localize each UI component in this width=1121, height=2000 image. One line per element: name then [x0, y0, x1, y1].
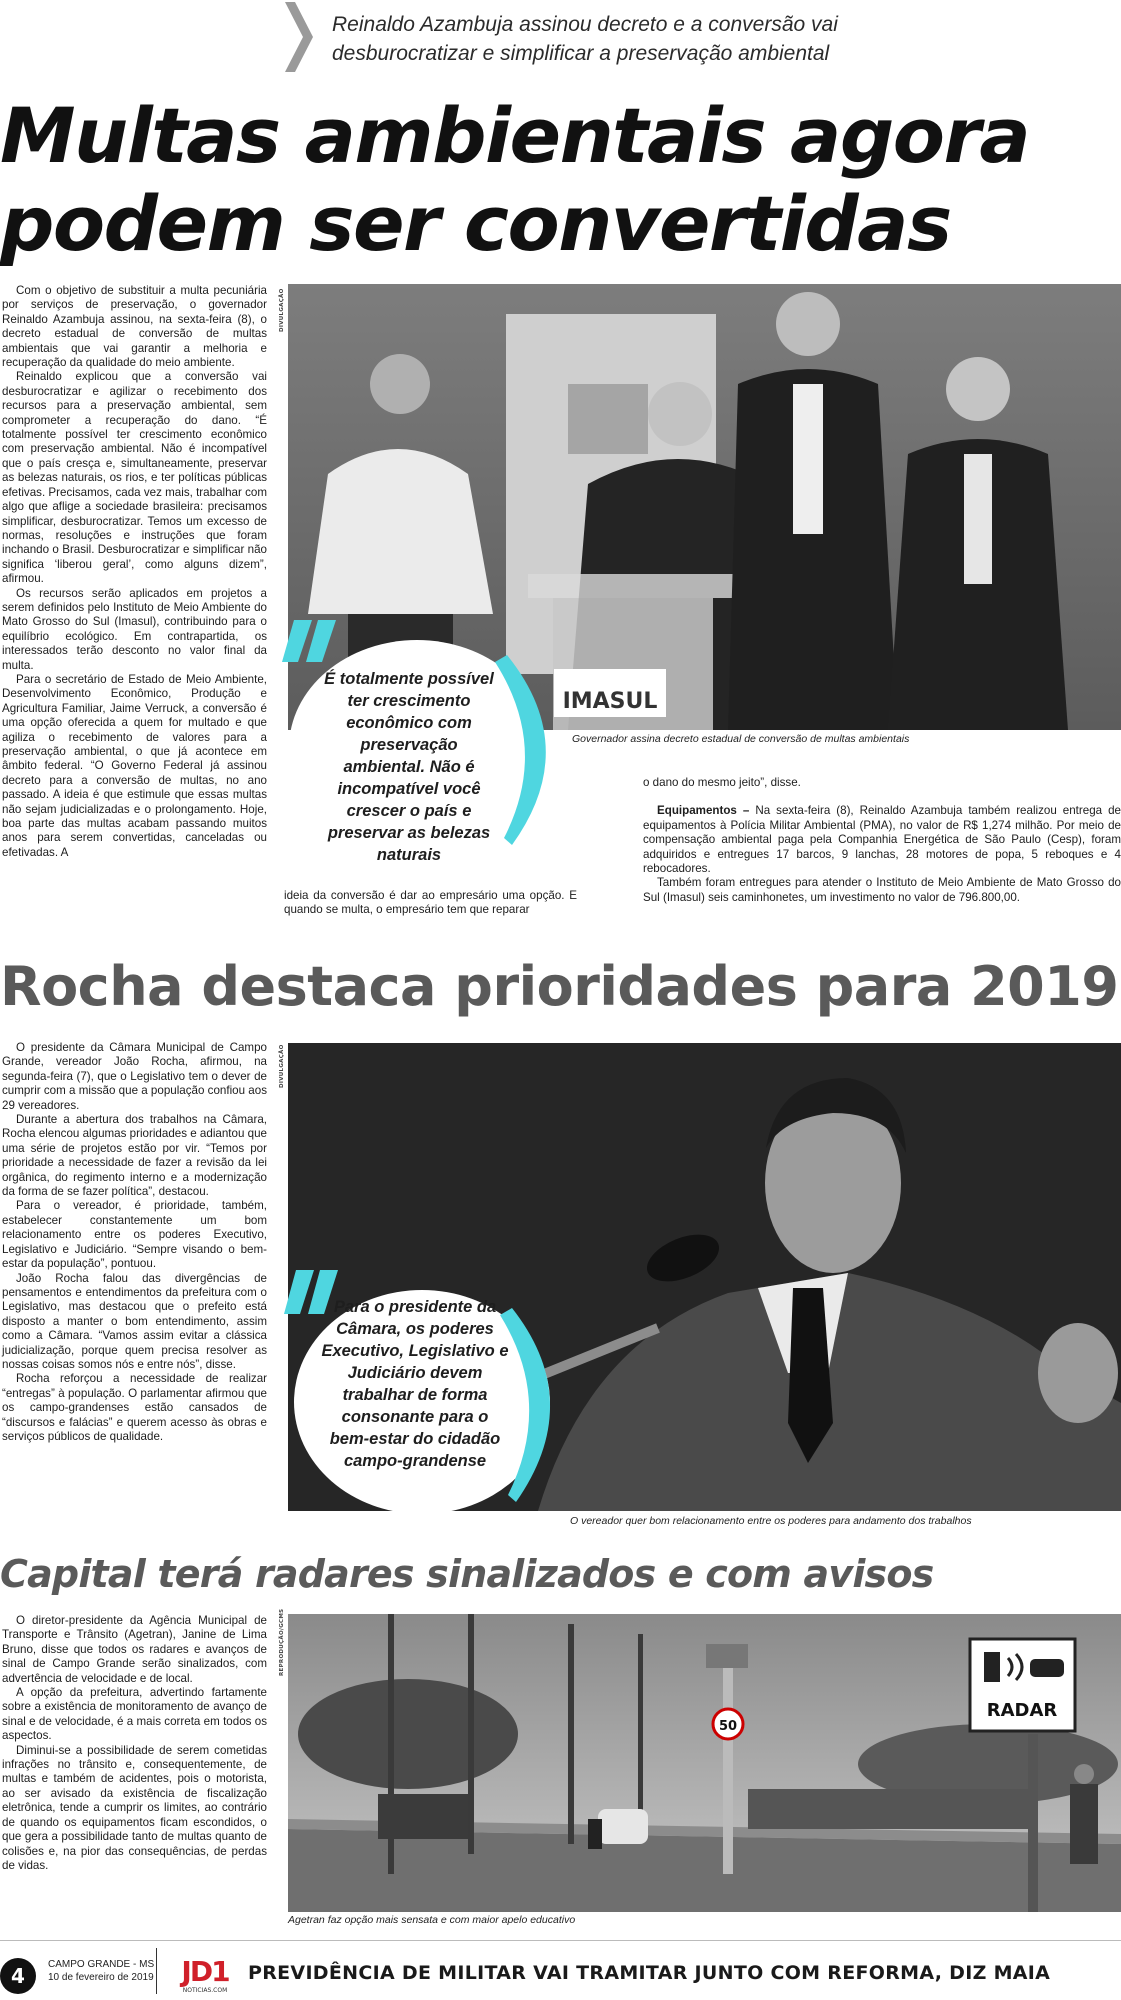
paragraph: Diminui-se a possibilidade de serem cometidas infrações no trânsito e, consequentemente, de multas e também de acidentes, pois o motorista, ao ser avisado da existência de fiscalização eletrônica, tende a cumprir os limites, ao contrário de quando os equipamentos ficam escondidos, o que gera a possibilidade tanto de multas quanto de colisões e, na pior das consequências, de perdas de vidas. [2, 1743, 267, 1872]
photo-credit: DIVULGAÇÃO [279, 288, 285, 332]
dateline-date: 10 de fevereiro de 2019 [48, 1972, 154, 1983]
paragraph: Equipamentos – Na sexta-feira (8), Reinaldo Azambuja também realizou entrega de equipamentos à Polícia Militar Ambiental (PMA), no valor de R$ 1,274 milhão. Por meio de compensação ambiental paga pela Companhia Energética de São Paulo (Cesp), foram adquiridos e entregues 17 barcos, 9 lanchas, 28 motores de popa, 5 reboques e 4 rebocadores. [643, 804, 1121, 876]
article2-caption: O vereador quer bom relacionamento entre os poderes para andamento dos trabalhos [570, 1515, 972, 1527]
paragraph: Reinaldo explicou que a conversão vai desburocratizar e agilizar o recebimento dos recursos para a preservação ambiental, sem comprometer a recuperação do dano. “É totalmente possível ter crescimento econômico com preservação ambiental. Não é incompatível que o país cresça e, simultaneamente, preservar as belezas naturais, os rios, e ter políticas públicas efetivas. Precisamos, cada vez mais, trabalhar com algo que aflige a sociedade brasileira: precisamos simplificar, desburocratizar. Temos um excesso de normas, resoluções e instruções que foram inchando o Brasil. Desburocratizar e simplificar não significa ‘liberou geral’, como alguns dizem”, afirmou. [2, 370, 267, 586]
footer-teaser-headline[interactable]: PREVIDÊNCIA DE MILITAR VAI TRAMITAR JUNTO COM REFORMA, DIZ MAIA [248, 1962, 1051, 1984]
article3-photo [288, 1614, 1121, 1912]
article3-column-1 [2, 1614, 267, 1873]
paragraph: Os recursos serão aplicados em projetos a serem definidos pelo Instituto de Meio Ambiente do Mato Grosso do Sul (Imasul), contribuindo para o equilíbrio ecológico. Em contrapartida, os interessados terão desconto no valor final da multa. [2, 586, 267, 672]
open-quote-mark-icon [284, 1270, 314, 1314]
jd1-logo [176, 1952, 234, 1994]
footer-divider [156, 1948, 157, 1994]
photo-credit: REPRODUÇÃO/GCMS [279, 1608, 285, 1676]
pullquote-2: Para o presidente da Câmara, os poderes Executivo, Legislativo e Judiciário devem trabalhar de forma consonante para o bem-estar do cidadão campo-grandense [321, 1298, 509, 1470]
kicker-line-1: Reinaldo Azambuja assinou decreto e a conversão vai [332, 13, 838, 36]
paragraph: O presidente da Câmara Municipal de Campo Grande, vereador João Rocha, afirmou, na segunda-feira (7), que o Legislativo tem o dever de cumprir com a missão que a população confiou aos 29 vereadores. [2, 1041, 267, 1112]
dateline-city: CAMPO GRANDE - MS [48, 1959, 155, 1970]
article1-headline: Multas ambientais agora podem ser convertidas [0, 91, 1030, 268]
paragraph: O diretor-presidente da Agência Municipal de Transporte e Trânsito (Agetran), Janine de Lima Bruno, disse que todos os radares e avanços de sinal de Campo Grande serão sinalizados, com advertência de velocidade e de local. [2, 1614, 267, 1685]
kicker-line-2: desburocratizar e simplificar a preservação ambiental [332, 42, 830, 65]
article3-headline: Capital terá radares sinalizados e com avisos [0, 1552, 934, 1596]
imasul-sign-text: IMASUL [562, 689, 658, 714]
paragraph: Rocha reforçou a necessidade de realizar “entregas” à população. O parlamentar afirmou que os campo-grandenses estão cansados de “discursos e falácias” e querem acesso às obras e serviços públicos de qualidade. [2, 1372, 267, 1443]
article1-caption: Governador assina decreto estadual de conversão de multas ambientais [572, 733, 910, 745]
paragraph: ideia da conversão é dar ao empresário uma opção. E quando se multa, o empresário tem que reparar [284, 889, 577, 917]
pullquote-1: É totalmente possível ter crescimento econômico com preservação ambiental. Não é incompatível você crescer o país e preservar as belezas naturais [324, 670, 494, 864]
footer-rule [0, 1940, 1121, 1941]
section-label: Equipamentos – [657, 804, 756, 818]
paragraph: Também foram entregues para atender o Instituto de Meio Ambiente de Mato Grosso do Sul (Imasul) seis caminhonetes, um investimento no valor de 796.800,00. [643, 876, 1121, 904]
article3-caption: Agetran faz opção mais sensata e com maior apelo educativo [288, 1914, 576, 1926]
radar-sign-text: RADAR [986, 1700, 1058, 1721]
logo-wordmark: JD1 [181, 1955, 229, 1988]
article1-kicker [332, 10, 1032, 68]
paragraph: Para o vereador, é prioridade, também, estabelecer constantemente um bom relacionamento entre os poderes Executivo, Legislativo e Judiciário. “Sempre visando o bem-estar da população”, pontuou. [2, 1199, 267, 1271]
paragraph: João Rocha falou das divergências de pensamentos e entendimentos da prefeitura com o Legislativo, mas destacou que o prefeito está disposto a manter o bom entendimento, assim como a Câmara. “Vamos assim evitar a clássica judicialização, porque quem precisa resolver as nossas coisas somos nós e entre nós”, disse. [2, 1271, 267, 1371]
dateline [48, 1958, 154, 1984]
paragraph: Para o secretário de Estado de Meio Ambiente, Desenvolvimento Econômico, Produção e Agricultura Familiar, Jaime Verruck, a conversão é uma opção oferecida a quem for multado e que agiliza o recebimento de valores para a preservação ambiental, o que já acontece em âmbito federal. “O Governo Federal já assinou decreto para a conversão de multas, no ano passado. A ideia é que estimule que essas multas não sejam judicializadas e o prolongamento. Hoje, boa parte das multas acabam passando muitos anos para serem convertidas, canceladas ou efetivadas. A [2, 672, 267, 859]
page-number-badge: 4 [0, 1958, 36, 1994]
paragraph: Com o objetivo de substituir a multa pecuniária por serviços de preservação, o governador Reinaldo Azambuja assinou, na sexta-feira (8), o decreto estadual de conversão de multas ambientais que vai garantir a melhoria e recuperação da qualidade do meio ambiente. [2, 284, 267, 370]
paragraph: A opção da prefeitura, advertindo fartamente sobre a existência de monitoramento de avanço de sinal e de velocidade, é a mais correta em todos os aspectos. [2, 1686, 267, 1743]
article1-column-2 [284, 889, 577, 918]
paragraph: Durante a abertura dos trabalhos na Câmara, Rocha elencou algumas prioridades e adiantou que uma série de projetos estão por vir. “Temos por prioridade a necessidade de fazer a revisão da lei orgânica, do regimento interno e a modernização da forma de se fazer política”, destacou. [2, 1113, 267, 1199]
article1-column-1 [2, 284, 267, 860]
article1-column-3 [643, 776, 1121, 905]
article2-headline: Rocha destaca prioridades para 2019 [0, 955, 1119, 1018]
logo-subtext: NOTICIAS.COM [182, 1987, 228, 1994]
article2-column-1 [2, 1041, 267, 1444]
kicker-chevron-icon [285, 2, 313, 72]
speed-limit-sign: 50 [718, 1719, 738, 1734]
photo-credit: DIVULGAÇÃO [279, 1044, 285, 1088]
open-quote-mark-icon [282, 620, 312, 662]
paragraph: o dano do mesmo jeito”, disse. [643, 776, 801, 789]
